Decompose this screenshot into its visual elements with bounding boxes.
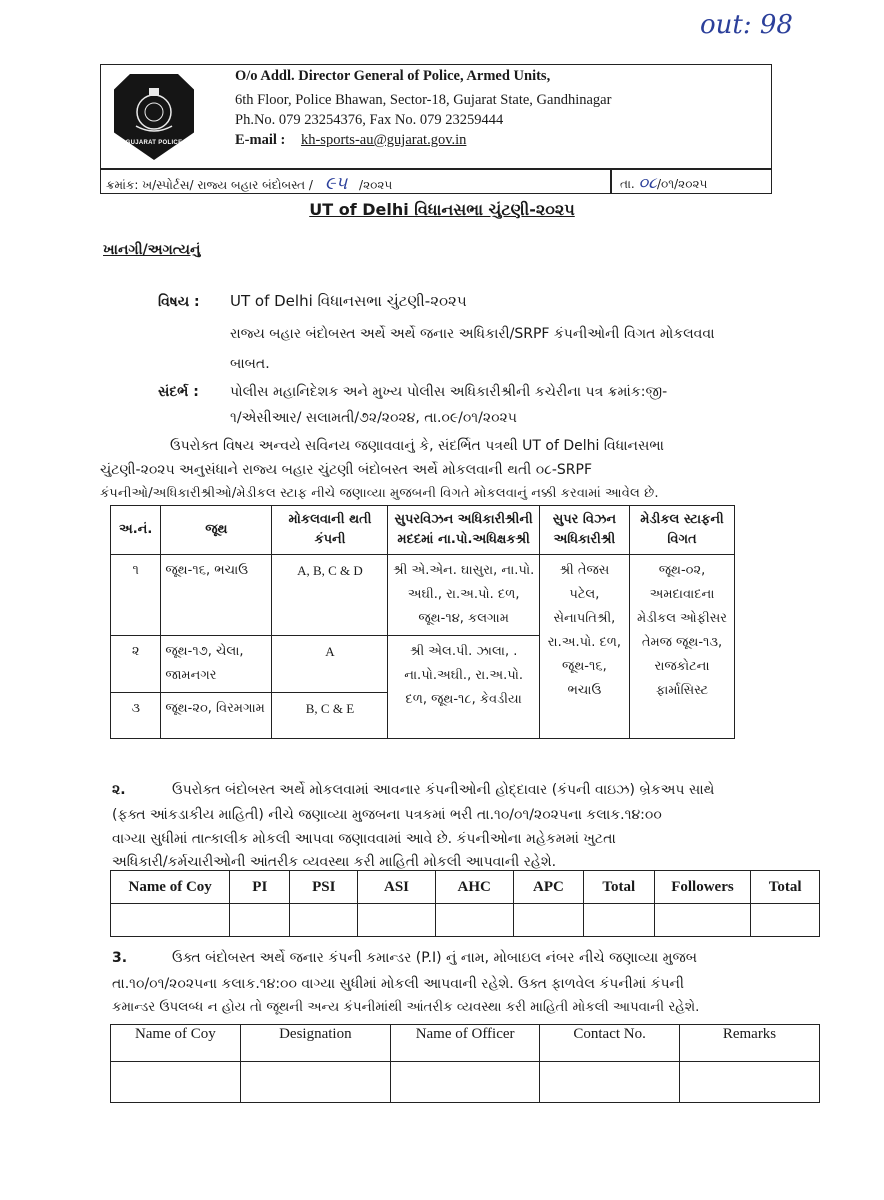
- reference-letter-line-1: પોલીસ મહાનિદેશક અને મુખ્ય પોલીસ અધિકારીશ્રીની કચેરીના પત્ર ક્રમાંક:જી-: [230, 384, 668, 400]
- commander-table: [110, 1024, 820, 1103]
- para2-line-3: વાગ્યા સુધીમાં તાત્કાલીક મોકલી આપવા જણાવવામાં આવે છે. કંપનીઓના મહેકમમાં ખુટતા: [112, 831, 616, 847]
- col-coy: Name of Coy: [111, 1025, 241, 1062]
- empty-cell[interactable]: [540, 1062, 680, 1103]
- para2-line-1: ઉપરોક્ત બંદોબસ્ત અર્થે મોકલવામાં આવનાર કંપનીઓની હોદ્દાવાર (કંપની વાઇઝ) બ્રેકઅપ સાથે: [172, 782, 715, 798]
- cell-group: જૂથ-૧૭, ચેલા, જામનગર: [161, 636, 272, 693]
- reference-date: [620, 173, 707, 193]
- col-followers: Followers: [654, 871, 751, 904]
- para3-number: 3.: [112, 950, 128, 966]
- cell-group: જૂથ-૧૬, ભચાઉ: [161, 555, 272, 636]
- col-contact: Contact No.: [540, 1025, 680, 1062]
- empty-cell[interactable]: [751, 904, 820, 937]
- col-remarks: Remarks: [679, 1025, 819, 1062]
- col-coy: Name of Coy: [111, 871, 230, 904]
- empty-cell[interactable]: [230, 904, 290, 937]
- email-link[interactable]: kh-sports-au@gujarat.gov.in: [300, 132, 467, 148]
- intro-line-3: કંપનીઓ/અધિકારીશ્રીઓ/મેડીકલ સ્ટાફ નીચે જણાવ્યા મુજબની વિગતે મોકલવાનું નક્કી કરવામાં આવેલ છે.: [100, 486, 659, 501]
- reference-label: સંદર્ભ :: [158, 384, 199, 400]
- empty-cell[interactable]: [290, 904, 358, 937]
- empty-cell[interactable]: [240, 1062, 390, 1103]
- commander-table-header: [111, 1025, 820, 1062]
- cell-company: A: [272, 636, 388, 693]
- office-name: O/o Addl. Director General of Police, Armed Units,: [235, 68, 551, 84]
- cell-dysp-1: શ્રી એ.એન. ઘાસુરા, ના.પો. અઘી., રા.અ.પો. દળ, જૂથ-૧૪, કલગામ: [388, 555, 539, 636]
- empty-cell[interactable]: [679, 1062, 819, 1103]
- intro-line-1: ઉપરોક્ત વિષય અન્વયે સવિનય જણાવવાનું કે, સંદર્ભિત પત્રથી UT of Delhi વિધાનસભા: [170, 438, 664, 454]
- empty-cell[interactable]: [654, 904, 751, 937]
- col-designation: Designation: [240, 1025, 390, 1062]
- subject-line-3: બાબત.: [230, 356, 270, 372]
- table-row: [111, 555, 735, 636]
- col-dysp: સુપરવિઝન અધિકારીશ્રીની મદદમાં ના.પો.અધિક્ષકશ્રી: [388, 506, 539, 555]
- table-row: [111, 904, 820, 937]
- col-asi: ASI: [358, 871, 435, 904]
- cell-sr: ૨: [111, 636, 161, 693]
- office-phone: Ph.No. 079 23254376, Fax No. 079 23259444: [235, 112, 504, 128]
- cell-sr: ૩: [111, 693, 161, 739]
- col-group: જૂથ: [161, 506, 272, 555]
- col-total: Total: [584, 871, 655, 904]
- office-address: 6th Floor, Police Bhawan, Sector-18, Gujarat State, Gandhinagar: [235, 92, 612, 108]
- cell-medical: જૂથ-૦૨, અમદાવાદના મેડીકલ ઓફીસર તેમજ જૂથ-૧૩, રાજકોટના ફાર્માસિસ્ટ: [630, 555, 735, 739]
- reference-divider: [610, 168, 612, 194]
- reference-number: [106, 173, 392, 194]
- breakup-table: [110, 870, 820, 937]
- handwritten-note: out: 98: [700, 10, 793, 40]
- reference-letter-line-2: ૧/એસીઆર/ સલામતી/૭૨/૨૦૨૪, તા.૦૯/૦૧/૨૦૨૫: [230, 410, 517, 426]
- deployment-table: [110, 505, 735, 739]
- reference-date-handwritten: ૦૮: [638, 173, 657, 192]
- cell-supervisor: શ્રી તેજસ પટેલ, સેનાપતિશ્રી, રા.અ.પો. દળ, જૂથ-૧૬, ભચાઉ: [539, 555, 629, 739]
- empty-cell[interactable]: [358, 904, 435, 937]
- reference-number-prefix: ક્રમાંક: ખ/સ્પોર્ટસ/ રાજ્ય બહાર બંદોબસ્ત /: [106, 178, 313, 192]
- emblem-caption: GUJARAT POLICE: [125, 140, 183, 146]
- col-company: મોકલવાની થતી કંપની: [272, 506, 388, 555]
- cell-company: A, B, C & D: [272, 555, 388, 636]
- col-ahc: AHC: [435, 871, 513, 904]
- col-pi: PI: [230, 871, 290, 904]
- col-apc: APC: [513, 871, 583, 904]
- empty-cell[interactable]: [513, 904, 583, 937]
- deployment-table-header: [111, 506, 735, 555]
- reference-date-suffix: /૦૧/૨૦૨૫: [656, 177, 708, 191]
- subject-line-2: રાજ્ય બહાર બંદોબસ્ત અર્થે અર્થે જનાર અધિકારી/SRPF કંપનીઓની વિગત મોકલવવા: [230, 326, 715, 342]
- cell-dysp-2: શ્રી એલ.પી. ઝાલા, . ના.પો.અઘી., રા.અ.પો. દળ, જૂથ-૧૮, કેવડીયા: [388, 636, 539, 739]
- subject-line-1: UT of Delhi વિધાનસભા ચુંટણી-૨૦૨૫: [230, 292, 467, 310]
- cell-company: B, C & E: [272, 693, 388, 739]
- para2-line-4: અધિકારી/કર્મચારીઓની આંતરીક વ્યવસ્થા કરી માહિતી મોકલી આપવાની રહેશે.: [112, 854, 557, 870]
- reference-date-prefix: તા.: [620, 177, 635, 191]
- empty-cell[interactable]: [111, 1062, 241, 1103]
- reference-number-suffix: /૨૦૨૫: [359, 178, 393, 192]
- para2-line-2: (ફક્ત આંકડાકીય માહિતી) નીચે જણાવ્યા મુજબના પત્રકમાં ભરી તા.૧૦/૦૧/૨૦૨૫ના કલાક.૧૪:૦૦: [112, 807, 662, 823]
- office-email-row: [235, 132, 466, 149]
- breakup-table-header: [111, 871, 820, 904]
- col-medical: મેડીકલ સ્ટાફની વિગત: [630, 506, 735, 555]
- empty-cell[interactable]: [584, 904, 655, 937]
- para3-line-1: ઉક્ત બંદોબસ્ત અર્થે જનાર કંપની કમાન્ડર (P.I) નું નામ, મોબાઇલ નંબર નીચે જણાવ્યા મુજબ: [172, 950, 698, 966]
- col-officer: Name of Officer: [390, 1025, 539, 1062]
- empty-cell[interactable]: [435, 904, 513, 937]
- confidential-label: ખાનગી/અગત્યનું: [103, 242, 201, 258]
- col-psi: PSI: [290, 871, 358, 904]
- para3-line-2: તા.૧૦/૦૧/૨૦૨૫ના કલાક.૧૪:૦૦ વાગ્યા સુધીમાં મોકલી આપવાની રહેશે. ઉક્ત ફાળવેલ કંપનીમાં કંપની: [112, 976, 684, 992]
- gujarat-police-emblem: [114, 74, 194, 160]
- document-title: UT of Delhi વિધાનસભા ચુંટણી-૨૦૨૫: [309, 200, 575, 219]
- empty-cell[interactable]: [390, 1062, 539, 1103]
- subject-label: વિષય :: [158, 294, 200, 310]
- para2-number: ૨.: [112, 782, 126, 798]
- cell-sr: ૧: [111, 555, 161, 636]
- cell-group: જૂથ-૨૦, વિરમગામ: [161, 693, 272, 739]
- table-row: [111, 1062, 820, 1103]
- empty-cell[interactable]: [111, 904, 230, 937]
- reference-number-handwritten: ૯૫: [324, 173, 348, 194]
- col-supervisor: સુપર વિઝન અધિકારીશ્રી: [539, 506, 629, 555]
- col-sr: અ.નં.: [111, 506, 161, 555]
- col-grand-total: Total: [751, 871, 820, 904]
- para3-line-3: કમાન્ડર ઉપલબ્ધ ન હોય તો જૂથની અન્ય કંપનીમાંથી આંતરીક વ્યવસ્થા કરી માહિતી મોકલી આપવાની રહેશે.: [112, 1000, 700, 1015]
- intro-line-2: ચુંટણી-૨૦૨૫ અનુસંધાને રાજ્ય બહાર ચુંટણી બંદોબસ્ત અર્થે મોકલવાની થતી ૦૮-SRPF: [100, 462, 593, 478]
- email-label: E-mail :: [235, 132, 286, 148]
